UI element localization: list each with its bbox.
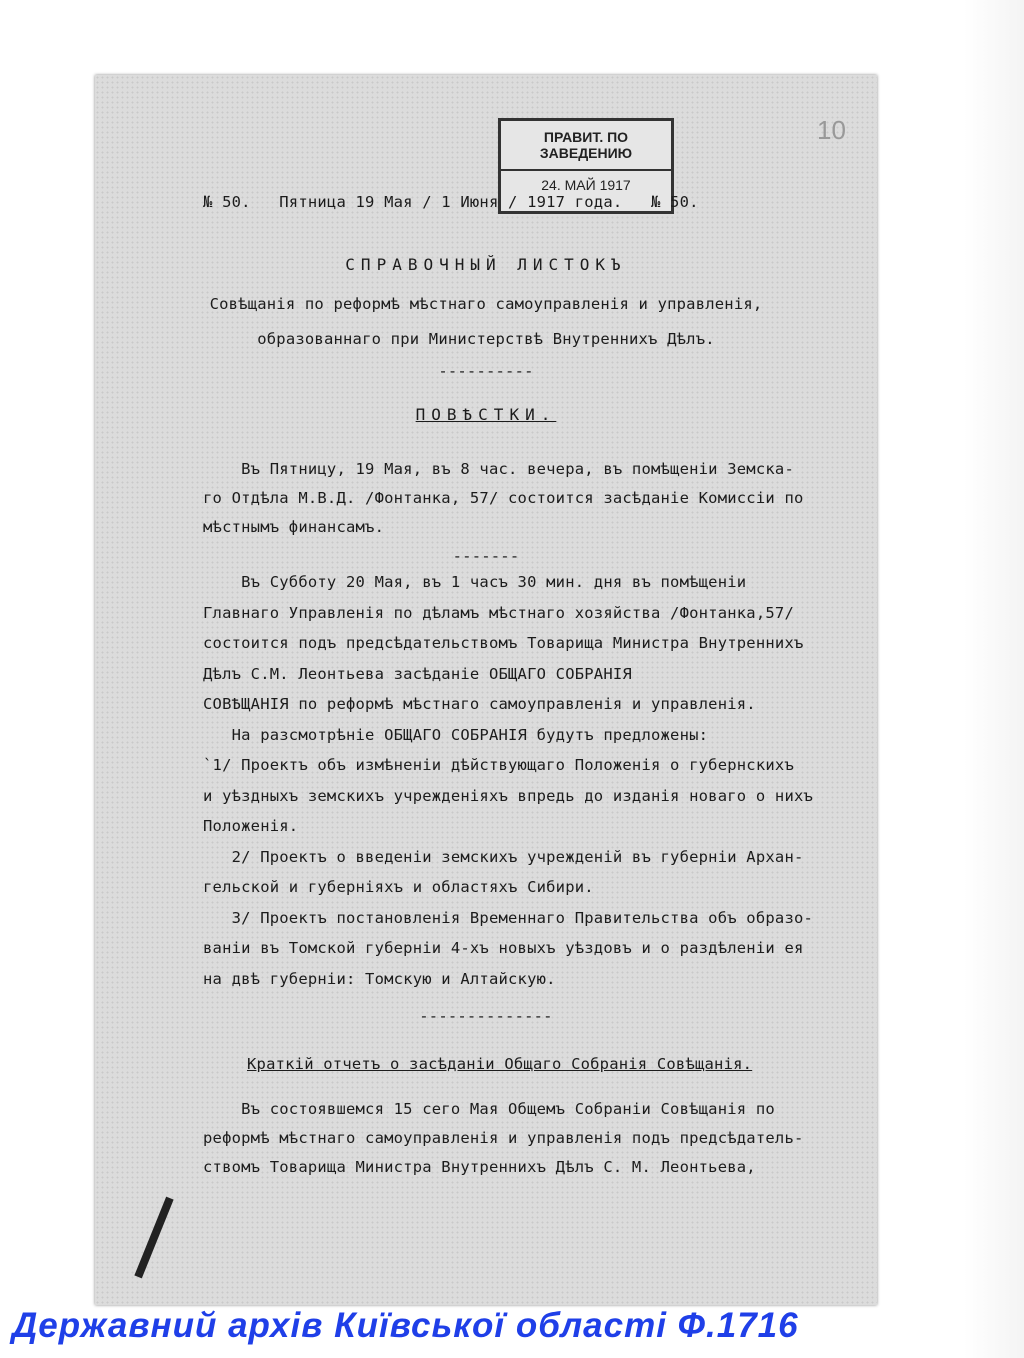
text-line: `1/ Проектъ объ измѣненіи дѣйствующаго Положенія о губернскихъ — [203, 756, 794, 774]
text-line: на двѣ губерніи: Томскую и Алтайскую. — [203, 969, 556, 988]
text-line: го Отдѣла М.В.Д. /Фонтанка, 57/ состоится засѣданіе Комиссіи по — [203, 489, 804, 507]
text-line: ваніи въ Томской губерніи 4-хъ новыхъ уѣздовъ и о раздѣленіи ея — [203, 939, 804, 957]
subtitle-line-1: Совѣщанія по реформѣ мѣстнаго самоуправленія и управленія, — [209, 295, 763, 313]
text-line: Главнаго Управленія по дѣламъ мѣстнаго хозяйства /Фонтанка,57/ — [203, 603, 794, 622]
report-title: Краткій отчетъ о засѣданіи Общаго Собранія Совѣщанія. — [247, 1055, 753, 1073]
archive-caption: Державний архів Київської області Ф.1716 — [12, 1306, 799, 1345]
text-line: СОВѢЩАНІЯ по реформѣ мѣстнаго самоуправленія и управленія. — [203, 695, 756, 713]
section-title: ПОВѢСТКИ. — [415, 405, 557, 424]
separator: -------------- — [419, 1007, 553, 1025]
scan-background — [874, 0, 1024, 1358]
page-number: 10 — [817, 115, 846, 145]
text-line: и уѣздныхъ земскихъ учрежденіяхъ впредь до изданія новаго о нихъ — [203, 786, 814, 805]
text-line: Въ Субботу 20 Мая, въ 1 часъ 30 мин. дня въ помѣщеніи — [203, 573, 747, 591]
subtitle-line-2: образованнаго при Министерствѣ Внутреннихъ Дѣлъ. — [257, 330, 715, 348]
text-line: ствомъ Товарища Министра Внутреннихъ Дѣлъ С. М. Леонтьева, — [203, 1158, 756, 1176]
document-header: № 50. Пятница 19 Мая / 1 Июня / 1917 года. № 50. — [203, 193, 699, 211]
stamp-date: 24. МАЙ 1917 — [501, 169, 671, 193]
separator: ---------- — [438, 362, 534, 380]
text-line: реформѣ мѣстнаго самоуправленія и управленія подъ предсѣдатель- — [203, 1129, 804, 1147]
document-page — [95, 75, 877, 1305]
text-line: Въ Пятницу, 19 Мая, въ 8 час. вечера, въ помѣщеніи Земска- — [203, 460, 794, 478]
text-line: Въ состоявшемся 15 сего Мая Общемъ Собраніи Совѣщанія по — [203, 1100, 775, 1118]
text-line: 3/ Проектъ постановленія Временнаго Правительства объ образо- — [203, 908, 814, 927]
stamp-label: ПРАВИТ. ПО ЗАВЕДЕНИЮ — [539, 129, 633, 161]
separator: ------- — [452, 547, 520, 565]
text-line: Положенія. — [203, 817, 299, 835]
text-line: состоится подъ предсѣдательствомъ Товарища Министра Внутреннихъ — [203, 634, 804, 652]
text-line: Дѣлъ С.М. Леонтьева засѣданіе ОБЩАГО СОБРАНІЯ — [203, 664, 632, 683]
text-line: гельской и губерніяхъ и областяхъ Сибири. — [203, 878, 594, 896]
text-line: На разсмотрѣніе ОБЩАГО СОБРАНІЯ будутъ предложены: — [203, 725, 709, 744]
text-line: 2/ Проектъ о введеніи земскихъ учрежденій въ губерніи Архан- — [203, 847, 804, 866]
document-title: СПРАВОЧНЫЙ ЛИСТОКЪ — [345, 255, 627, 274]
text-line: мѣстнымъ финансамъ. — [203, 518, 385, 536]
